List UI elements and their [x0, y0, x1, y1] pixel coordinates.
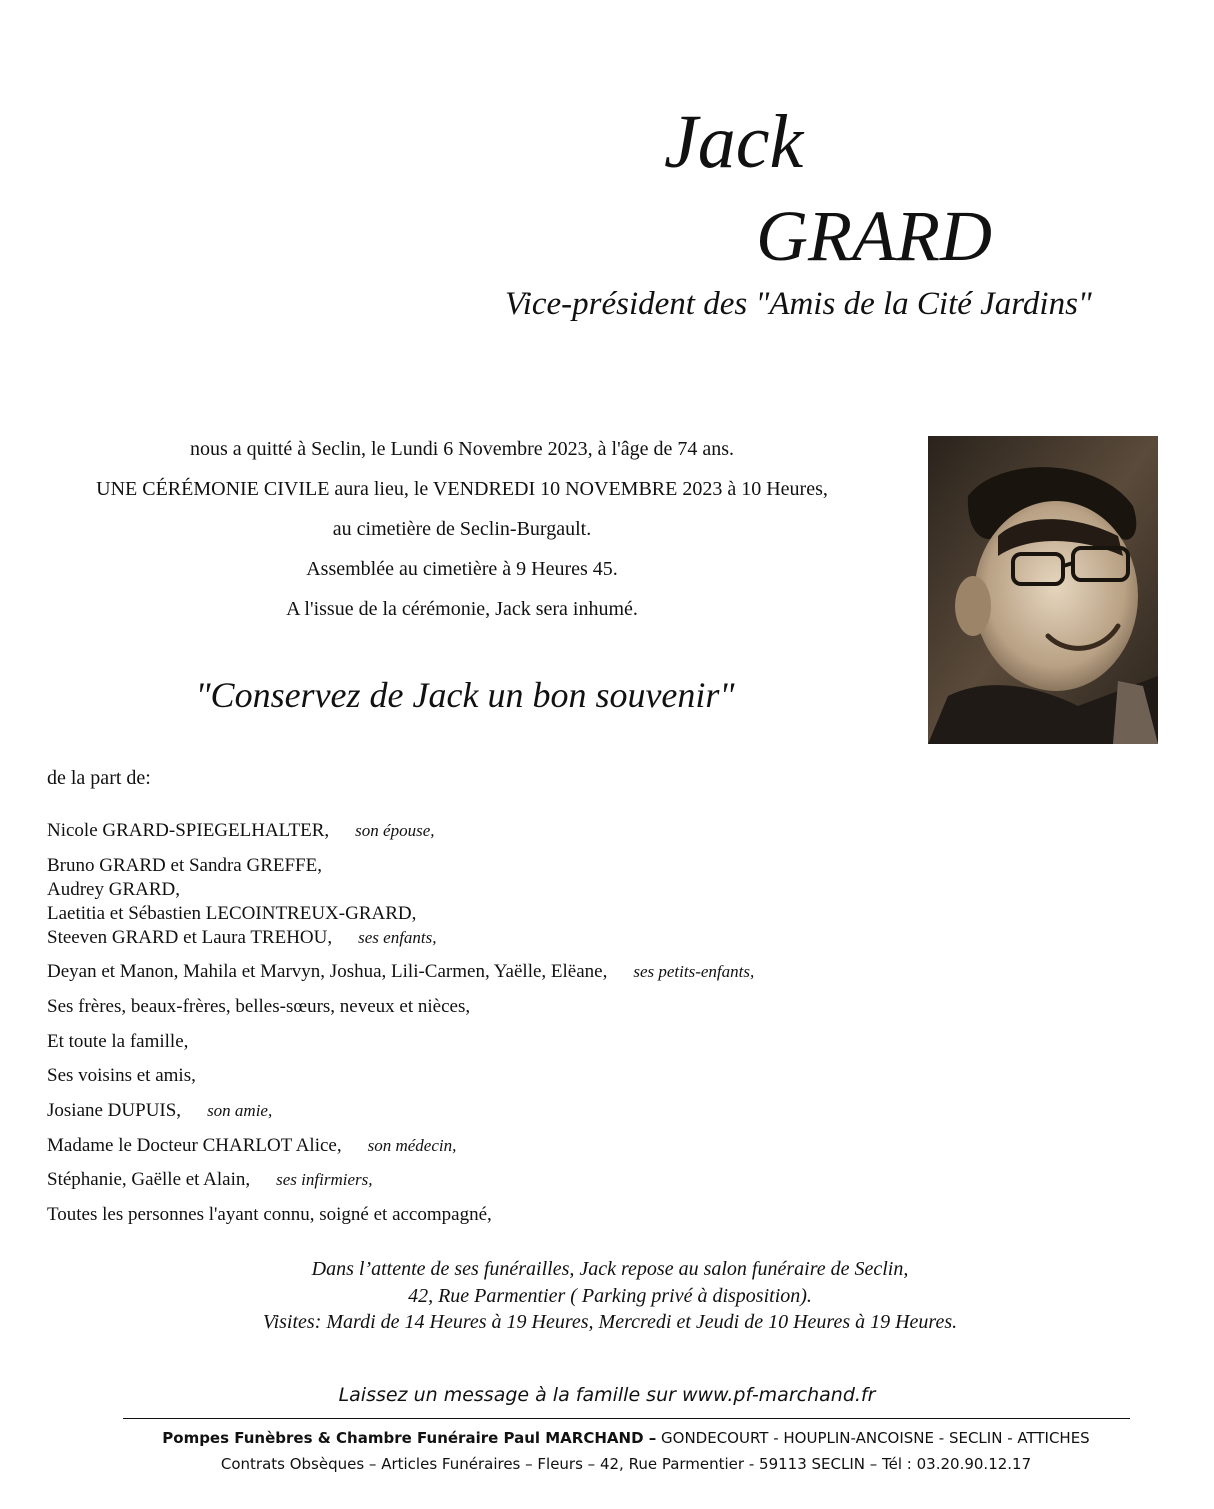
- announcement-line: nous a quitté à Seclin, le Lundi 6 Novembre 2023, à l'âge de 74 ans.: [189, 438, 735, 460]
- family-line: [47, 878, 180, 902]
- family-line: [47, 1099, 272, 1123]
- family-names: Deyan et Manon, Mahila et Marvyn, Joshua, Lili-Carmen, Yaëlle, Elëane,: [47, 961, 608, 982]
- family-relation: ses infirmiers,: [276, 1170, 373, 1189]
- deceased-role: Vice-président des "Amis de la Cité Jardins": [505, 286, 1092, 322]
- portrait-photo-illustration: [928, 436, 1158, 744]
- first-name: Jack: [664, 100, 804, 184]
- family-names: Stéphanie, Gaëlle et Alain,: [47, 1169, 251, 1190]
- footer-company-name: Pompes Funèbres & Chambre Funéraire Paul MARCHAND –: [162, 1429, 657, 1447]
- family-names: Toutes les personnes l'ayant connu, soigné et accompagné,: [47, 1204, 492, 1225]
- family-names: Audrey GRARD,: [47, 879, 180, 900]
- family-names: Josiane DUPUIS,: [47, 1100, 182, 1121]
- announcement-line: UNE CÉRÉMONIE CIVILE aura lieu, le VENDREDI 10 NOVEMBRE 2023 à 10 Heures,: [96, 478, 828, 500]
- footer-company: [0, 1429, 1214, 1447]
- family-line: [47, 854, 322, 878]
- announcement-line: Assemblée au cimetière à 9 Heures 45.: [306, 558, 618, 580]
- family-names: Steeven GRARD et Laura TREHOU,: [47, 927, 333, 948]
- portrait-photo: [928, 436, 1158, 744]
- family-names: Laetitia et Sébastien LECOINTREUX-GRARD,: [47, 903, 417, 924]
- family-line: [47, 960, 754, 984]
- footer-message: Laissez un message à la famille sur www.pf-marchand.fr: [338, 1384, 876, 1406]
- family-names: Ses frères, beaux-frères, belles-sœurs, neveux et nièces,: [47, 996, 471, 1017]
- family-relation: ses enfants,: [358, 928, 437, 947]
- family-relation: son médecin,: [367, 1136, 457, 1155]
- visitation-line: Visites: Mardi de 14 Heures à 19 Heures, Mercredi et Jeudi de 10 Heures à 19 Heures.: [262, 1311, 958, 1333]
- family-names: Bruno GRARD et Sandra GREFFE,: [47, 855, 322, 876]
- last-name: GRARD: [756, 196, 992, 276]
- memorial-quote: "Conservez de Jack un bon souvenir": [195, 675, 735, 715]
- family-line: [47, 819, 435, 843]
- family-line: [47, 1203, 492, 1227]
- family-names: Madame le Docteur CHARLOT Alice,: [47, 1135, 342, 1156]
- family-relation: ses petits-enfants,: [633, 962, 755, 981]
- family-names: Nicole GRARD-SPIEGELHALTER,: [47, 820, 330, 841]
- visitation-line: Dans l’attente de ses funérailles, Jack repose au salon funéraire de Seclin,: [311, 1258, 909, 1280]
- family-line: [47, 1030, 188, 1054]
- family-line: [47, 995, 470, 1019]
- from-label: de la part de:: [47, 767, 151, 789]
- family-relation: son amie,: [207, 1101, 273, 1120]
- family-line: [47, 1134, 456, 1158]
- family-line: [47, 902, 416, 926]
- family-line: [47, 1168, 372, 1192]
- visitation-line: 42, Rue Parmentier ( Parking privé à disposition).: [408, 1285, 812, 1307]
- footer-divider: [123, 1418, 1130, 1419]
- family-names: Et toute la famille,: [47, 1031, 189, 1052]
- family-line: [47, 1064, 196, 1088]
- announcement-line: A l'issue de la cérémonie, Jack sera inhumé.: [286, 598, 638, 620]
- footer-contact: Contrats Obsèques – Articles Funéraires – Fleurs – 42, Rue Parmentier - 59113 SECLIN – Tél : 03.20.90.12.17: [220, 1455, 1032, 1473]
- family-line: [47, 926, 437, 950]
- footer-company-towns: GONDECOURT - HOUPLIN-ANCOISNE - SECLIN - ATTICHES: [656, 1429, 1090, 1447]
- family-names: Ses voisins et amis,: [47, 1065, 196, 1086]
- family-relation: son épouse,: [355, 821, 435, 840]
- announcement-line: au cimetière de Seclin-Burgault.: [332, 518, 592, 540]
